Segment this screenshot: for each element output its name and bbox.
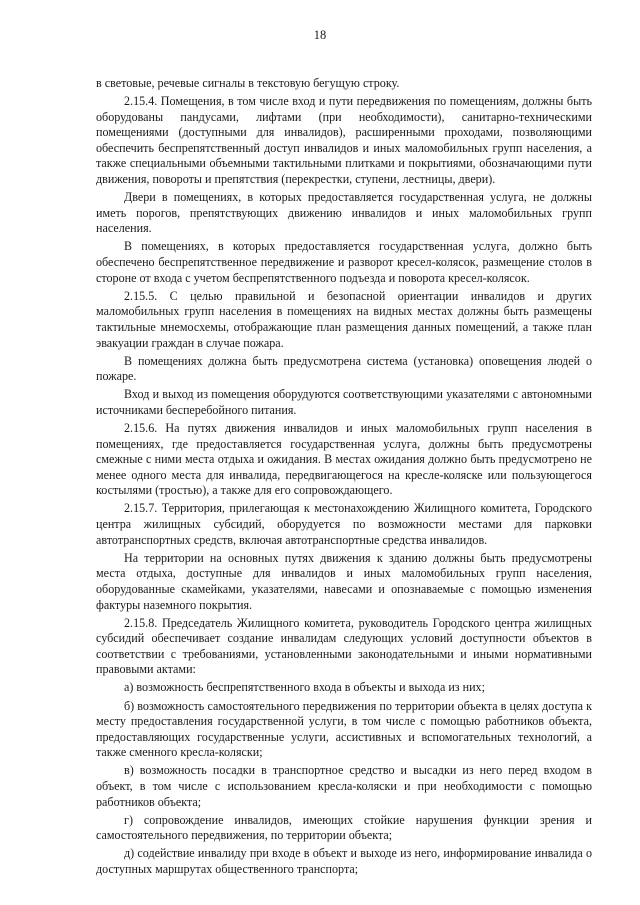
- paragraph-territory: На территории на основных путях движения к зданию должны быть предусмотрены места отдыха, доступные для инвалидов и иных маломобильных групп населения, оборудованные скамейками, указателями, навесами и опознаваемые с помощью изменения фактуры наземного покрытия.: [96, 550, 592, 612]
- paragraph-wheelchair-movement: В помещениях, в которых предоставляется государственная услуга, должно быть обеспечено беспрепятственное передвижение и разворот кресел-колясок, размещение столов в стороне от входа с учетом беспрепятственного подъезда и поворота кресел-колясок.: [96, 239, 592, 285]
- paragraph-2-15-7: 2.15.7. Территория, прилегающая к местонахождению Жилищного комитета, Городского центра жилищных субсидий, оборудуется по возможности местами для парковки автотранспортных средств, включая автотранспортные средства инвалидов.: [96, 501, 592, 547]
- paragraph-doors: Двери в помещениях, в которых предоставляется государственная услуга, не должны иметь порогов, препятствующих движению инвалидов и иных маломобильных групп населения.: [96, 190, 592, 236]
- list-item-a: а) возможность беспрепятственного входа в объекты и выхода из них;: [124, 680, 485, 695]
- list-item-d: д) содействие инвалиду при входе в объект и выходе из него, информирование инвалида о доступных маршрутах общественного транспорта;: [96, 846, 592, 876]
- paragraph-fire-alarm: В помещениях должна быть предусмотрена система (установка) оповещения людей о пожаре.: [96, 353, 592, 384]
- list-item-v: в) возможность посадки в транспортное средство и высадки из него перед входом в объект, в том числе с использованием кресла-коляски и при необходимости с помощью работников объекта;: [96, 763, 592, 809]
- list-item-g: г) сопровождение инвалидов, имеющих стойкие нарушения функции зрения и самостоятельного передвижения, по территории объекта;: [96, 812, 592, 843]
- paragraph-entrance-signs: Вход и выход из помещения оборудуются соответствующими указателями с автономными источниками бесперебойного питания.: [96, 387, 592, 417]
- list-item-b: б) возможность самостоятельного передвижения по территории объекта в целях доступа к месту предоставления государственной услуги, в том числе с помощью работников объекта, предоставляющих государственные услуги, ассистивных и вспомогательных технологий, а также сменного кресла-коляски;: [96, 698, 592, 760]
- paragraph-2-15-4: 2.15.4. Помещения, в том числе вход и пути передвижения по помещениям, должны быть оборудованы пандусами, лифтами (при необходимости), санитарно-техническими помещениями (доступными для инвалидов), расширенными проходами, позволяющими обеспечить беспрепятственный доступ инвалидов и иных маломобильных групп населения, а также специальными объемными тактильными плитками и покрытиями, обозначающими пути движения, повороты и препятствия (перекрестки, ступени, лестницы, двери).: [96, 94, 592, 187]
- document-body: [96, 76, 592, 880]
- page-number: 18: [313, 28, 327, 42]
- paragraph-2-15-5: 2.15.5. С целью правильной и безопасной ориентации инвалидов и других маломобильных групп населения в помещениях на видных местах должны быть размещены тактильные мнемосхемы, отображающие план размещения данных помещений, а также план эвакуации граждан в случае пожара.: [96, 288, 592, 350]
- paragraph-2-15-6: 2.15.6. На путях движения инвалидов и иных маломобильных групп населения в помещениях, где предоставляется государственная услуга, должны быть предусмотрены смежные с ними места отдыха и ожидания. В местах ожидания должно быть предусмотрено не менее одного места для инвалида, передвигающегося на кресле-коляске или пользующегося костылями (тростью), а также для его сопровождающего.: [96, 420, 592, 498]
- paragraph-continuation: в световые, речевые сигналы в текстовую бегущую строку.: [96, 76, 400, 90]
- paragraph-2-15-8: 2.15.8. Председатель Жилищного комитета, руководитель Городского центра жилищных субсидий обеспечивает создание инвалидам следующих условий доступности объектов в соответствии с требованиями, установленными законодательными и иными нормативными правовыми актами:: [96, 615, 592, 677]
